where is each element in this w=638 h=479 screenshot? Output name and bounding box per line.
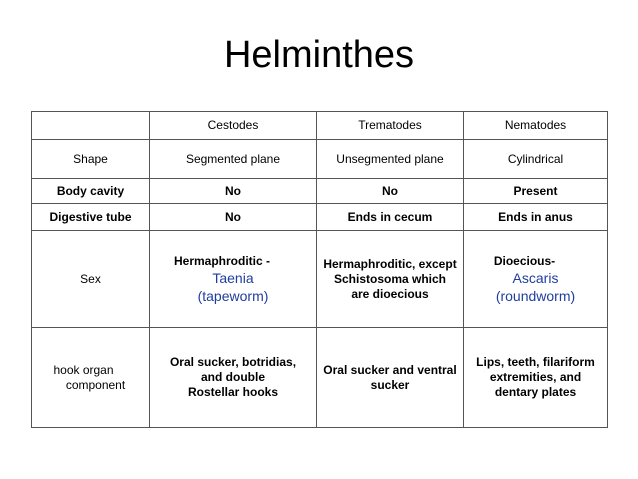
cestode-hook-line-1: Oral sucker, botridias, [169,355,297,369]
header-trematodes: Trematodes [358,118,422,132]
cell-cestodes-body-cavity: No [225,183,241,198]
cell-nematodes-body-cavity: Present [513,183,558,198]
trematode-sex-line-1: Hermaphroditic, except [323,256,457,271]
cestode-sex-text: Hermaphroditic - [173,253,270,268]
nematode-common-name: (roundworm) [495,287,576,304]
row-label-hook-organ [32,328,149,427]
header-cestodes: Cestodes [207,118,259,132]
cell-trematodes-shape: Unsegmented plane [336,151,444,166]
header-nematodes: Nematodes [504,118,567,132]
trematode-hook-line-1: Oral sucker and ventral [323,362,457,377]
nematode-hook-line-3: dentary plates [494,385,577,399]
nematode-hook-line-2: extremities, and [489,370,582,384]
cell-cestodes-sex [150,231,316,327]
nematode-hook-line-1: Lips, teeth, filariform [476,355,595,369]
trematode-sex-line-3: are dioecious [351,286,429,301]
cell-trematodes-sex [317,231,463,327]
hook-organ-label-line-2: component [65,377,126,392]
trematode-hook-line-2: sucker [370,377,410,392]
row-label-sex: Sex [80,271,101,286]
cestode-hook-line-3: Rostellar hooks [187,385,279,399]
row-label-body-cavity: Body cavity [56,183,125,198]
cell-nematodes-shape: Cylindrical [507,151,564,166]
cell-cestodes-hook-organ [150,328,316,427]
trematode-sex-line-2: Schistosoma which [333,271,447,286]
cell-trematodes-hook-organ [317,328,463,427]
cestode-common-name: (tapeworm) [197,287,269,304]
cestode-example: Taenia [212,269,254,286]
hook-organ-label-line-1: hook organ [53,362,114,377]
nematode-example: Ascaris [512,269,559,286]
cell-nematodes-digestive: Ends in anus [498,209,573,224]
page-title: Helminthes [223,34,415,76]
cell-cestodes-shape: Segmented plane [185,151,281,166]
cestode-hook-line-2: and double [201,370,265,384]
cell-nematodes-sex [464,231,607,327]
row-label-digestive-tube: Digestive tube [49,209,132,224]
nematode-sex-text: Dioecious- [493,253,556,268]
cell-cestodes-digestive: No [225,209,241,224]
cell-trematodes-digestive: Ends in cecum [347,209,433,224]
cell-nematodes-hook-organ [464,328,607,427]
row-label-shape: Shape [73,151,108,166]
helminthes-table [31,111,608,428]
cell-trematodes-body-cavity: No [382,183,398,198]
